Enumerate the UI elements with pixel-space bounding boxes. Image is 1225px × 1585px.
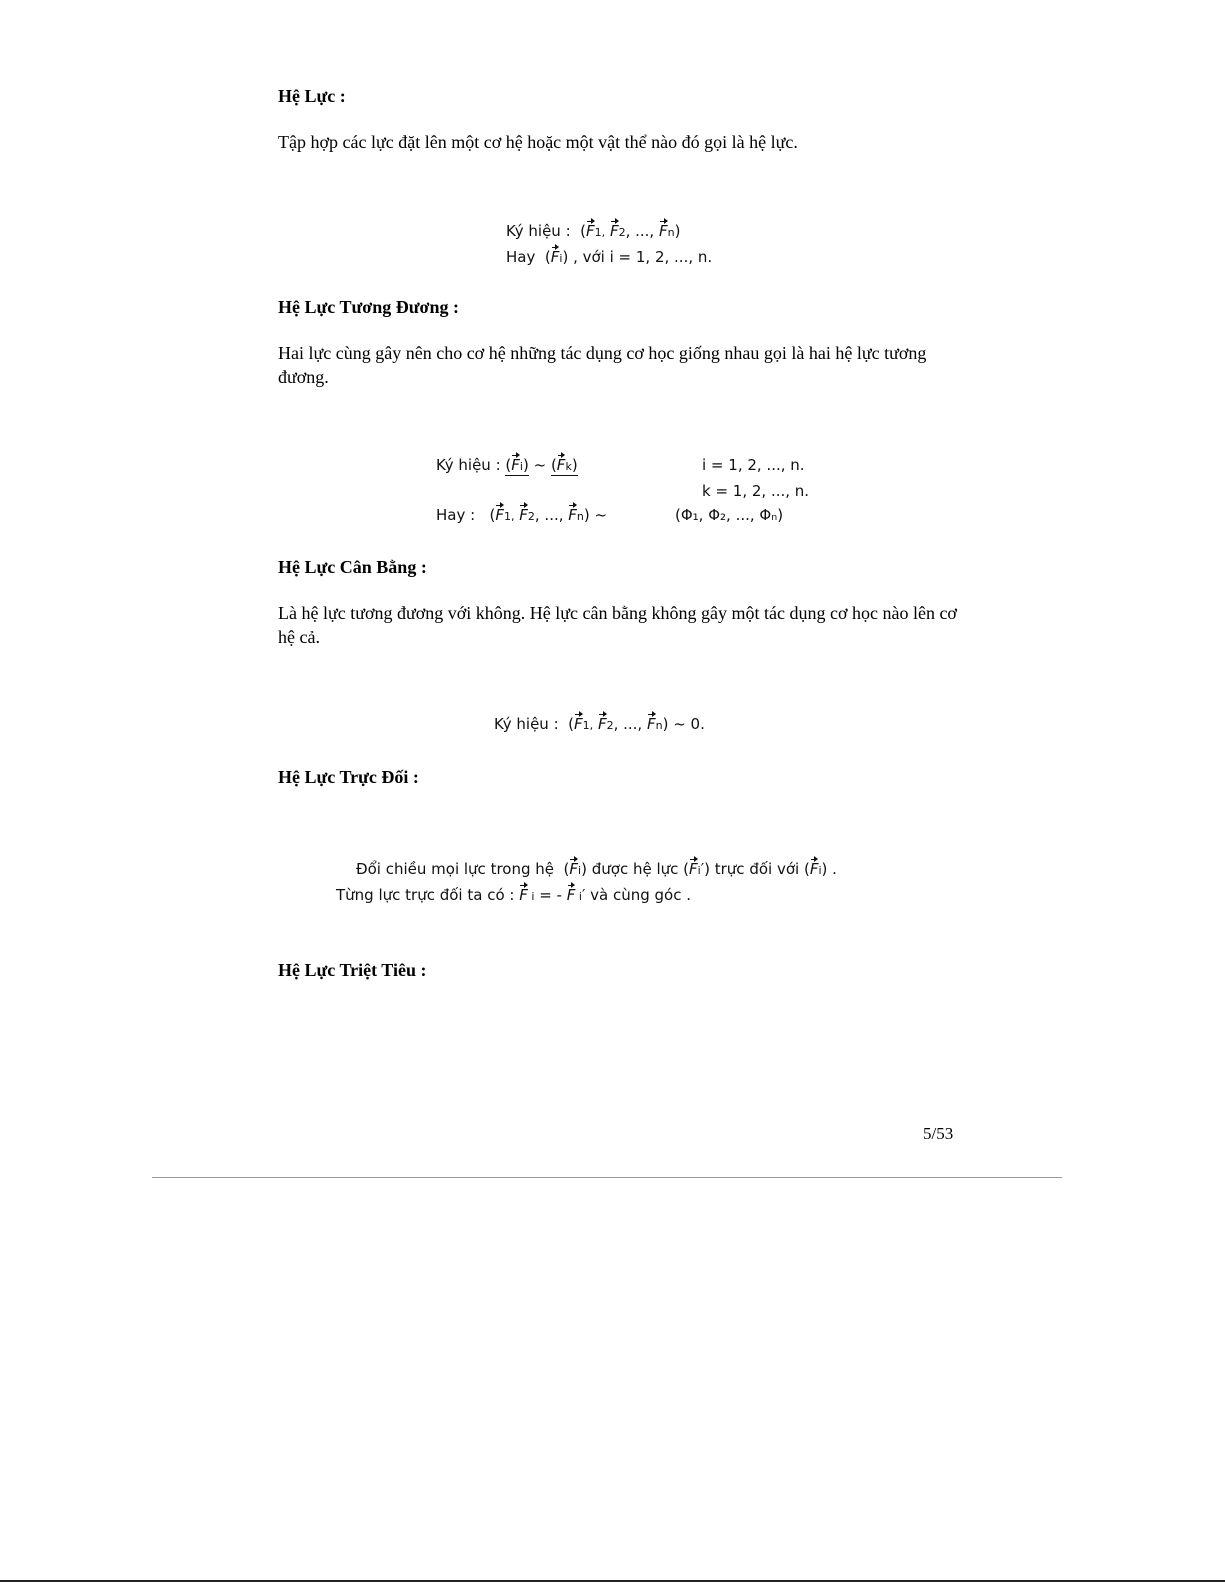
vector-symbol: F <box>597 715 607 733</box>
formula-text: Đổi chiều mọi lực trong hệ <box>356 860 555 878</box>
vector-symbol: F <box>574 715 583 733</box>
formula-tuong-duong-phi: (Φ₁, Φ₂, ..., Φₙ) <box>675 506 784 524</box>
formula-text: và cùng góc . <box>590 886 691 904</box>
vector-symbol: F <box>568 506 577 524</box>
paragraph-he-luc-tuong-duong: Hai lực cùng gây nên cho cơ hệ những tác dụng cơ học giống nhau gọi là hai hệ lực tương đương. <box>278 343 927 387</box>
formula-tuong-duong-line3: Hay : (F1, F2, ..., Fn) ~ <box>436 506 608 524</box>
vector-symbol: F <box>550 248 560 266</box>
vector-symbol: F <box>689 860 698 878</box>
formula-text: trực đối với <box>714 860 800 878</box>
formula-truc-doi-line2: Từng lực trực đối ta có : F i = - F i′ và cùng góc . <box>336 886 691 904</box>
vector-symbol: F <box>809 860 819 878</box>
vector-symbol: F <box>586 222 595 240</box>
vector-symbol: F <box>519 506 528 524</box>
formula-text: ~ 0. <box>673 715 705 733</box>
paragraph-he-luc: Tập hợp các lực đặt lên một cơ hệ hoặc một vật thể nào đó gọi là hệ lực. <box>278 132 798 152</box>
formula-text: , với i = 1, 2, ..., n. <box>573 248 713 266</box>
formula-can-bang: Ký hiệu : (F1, F2, ..., Fn) ~ 0. <box>494 715 705 733</box>
vector-symbol: F <box>519 886 528 904</box>
heading-he-luc-truc-doi: Hệ Lực Trực Đối : <box>278 767 419 787</box>
formula-label: Hay <box>506 248 536 266</box>
formula-text: được hệ lực <box>591 860 679 878</box>
formula-truc-doi-line1: Đổi chiều mọi lực trong hệ (Fi) được hệ lực (Fi′) trực đối với (Fi) . <box>356 860 837 878</box>
formula-text: Từng lực trực đối ta có : <box>336 886 515 904</box>
formula-he-luc-line2: Hay (Fi) , với i = 1, 2, ..., n. <box>506 248 713 266</box>
vector-symbol: F <box>511 456 520 474</box>
bottom-border <box>0 1580 1225 1582</box>
formula-label: Ký hiệu : <box>494 715 559 733</box>
heading-he-luc-can-bang: Hệ Lực Cân Bằng : <box>278 557 427 577</box>
vector-symbol: F <box>556 456 566 474</box>
page-number: 5/53 <box>923 1124 954 1143</box>
vector-symbol: F <box>495 506 504 524</box>
formula-tuong-duong-range-k: k = 1, 2, ..., n. <box>702 482 810 500</box>
formula-label: Ký hiệu : <box>436 456 501 474</box>
heading-he-luc-triet-tieu: Hệ Lực Triệt Tiêu : <box>278 960 427 980</box>
heading-he-luc-tuong-duong: Hệ Lực Tương Đương : <box>278 297 460 317</box>
formula-he-luc-line1: Ký hiệu : (F1, F2, ..., Fn) <box>506 222 681 240</box>
page-divider <box>152 1177 1062 1178</box>
formula-label: Ký hiệu : <box>506 222 571 240</box>
paragraph-he-luc-can-bang: Là hệ lực tương đương với không. Hệ lực cân bằng không gây một tác dụng cơ học nào lên cơ hệ cả. <box>278 603 957 647</box>
formula-tuong-duong-range-i: i = 1, 2, ..., n. <box>702 456 805 474</box>
heading-he-luc: Hệ Lực : <box>278 86 346 106</box>
vector-symbol: F <box>658 222 668 240</box>
vector-symbol: F <box>569 860 579 878</box>
vector-symbol: F <box>609 222 619 240</box>
vector-symbol: F <box>566 886 576 904</box>
formula-tuong-duong-line1: Ký hiệu : (Fi) ~ (Fk) <box>436 456 578 474</box>
vector-symbol: F <box>646 715 656 733</box>
formula-label: Hay : <box>436 506 476 524</box>
